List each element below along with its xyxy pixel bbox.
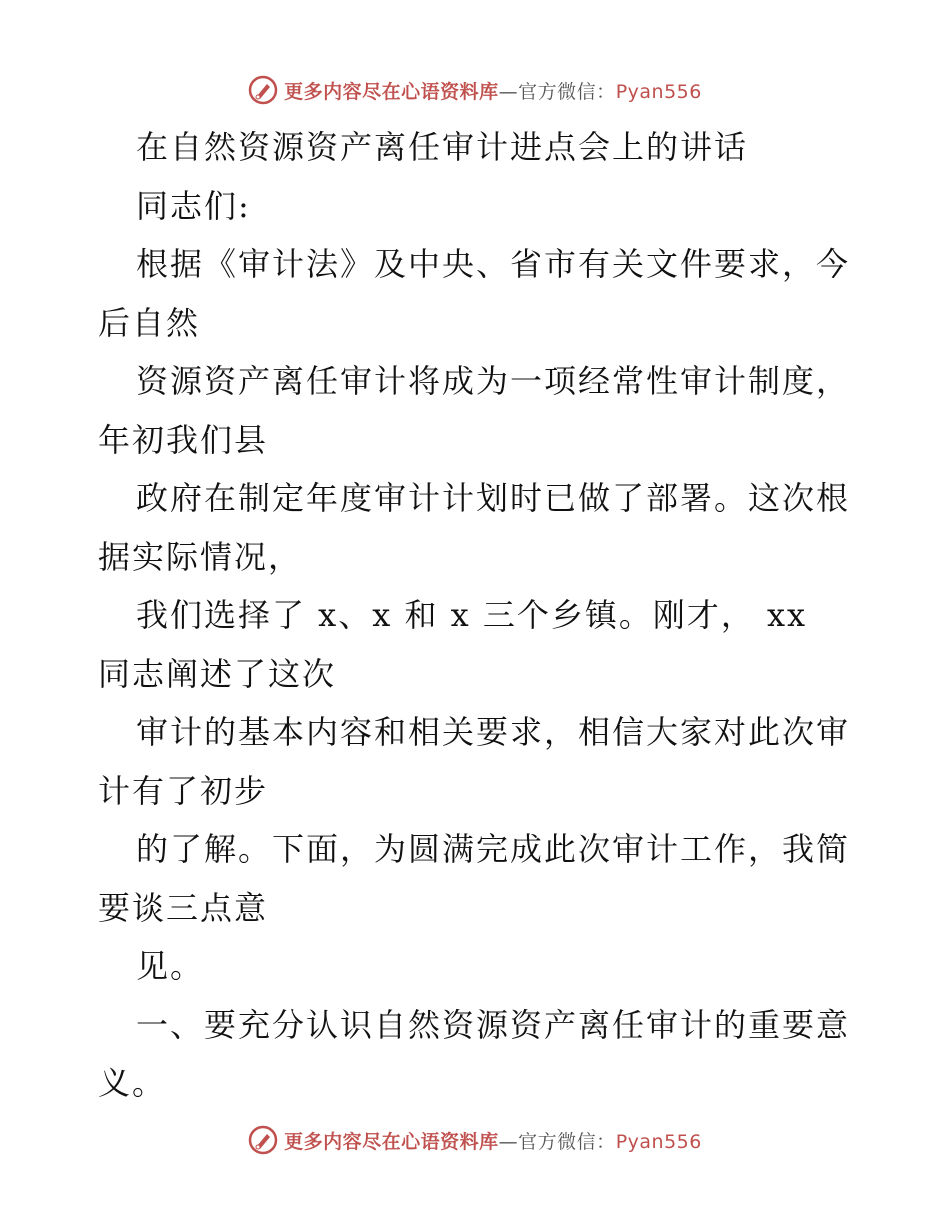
text-line: 计有了初步: [98, 771, 269, 810]
text-line: 资源资产离任审计将成为一项经常性审计制度，: [136, 362, 851, 400]
text-line: 政府在制定年度审计计划时已做了部署。这次根: [136, 479, 851, 517]
text-line: 要谈三点意: [98, 888, 269, 927]
watermark-id: Pyan556: [615, 80, 702, 103]
text-line: 同志阐述了这次: [98, 654, 337, 693]
pen-logo-icon: [248, 75, 278, 105]
watermark-sub: 官方微信：: [518, 1130, 616, 1153]
text-line: 年初我们县: [98, 420, 269, 459]
watermark-text: [284, 77, 702, 104]
text-line: 根据《审计法》及中央、省市有关文件要求，今: [136, 245, 851, 283]
text-line: 审计的基本内容和相关要求，相信大家对此次审: [136, 713, 851, 751]
text-line: 的了解。下面，为圆满完成此次审计工作，我简: [136, 830, 851, 868]
document-body: [98, 118, 858, 1113]
watermark-sub: 官方微信：: [518, 80, 616, 103]
pen-logo-icon: [248, 1125, 278, 1155]
watermark-dash: —: [498, 80, 519, 103]
text-line: 义。: [98, 1064, 167, 1102]
watermark-main: 更多内容尽在心语资料库: [284, 80, 499, 103]
watermark-text: [284, 1127, 702, 1154]
text-line: 见。: [136, 947, 205, 985]
text-line: 我们选择了 x、x 和 x 三个乡镇。刚才， xx: [136, 596, 808, 634]
watermark-main: 更多内容尽在心语资料库: [284, 1130, 499, 1153]
watermark-footer: [0, 1122, 950, 1158]
text-line: 同志们:: [136, 186, 251, 225]
watermark-dash: —: [498, 1130, 519, 1153]
text-line: 后自然: [98, 303, 201, 342]
text-line: 在自然资源资产离任审计进点会上的讲话: [136, 128, 749, 166]
text-line: 一、要充分认识自然资源资产离任审计的重要意: [136, 1005, 851, 1044]
text-line: 据实际情况，: [98, 537, 303, 576]
watermark-id: Pyan556: [615, 1130, 702, 1153]
watermark-header: [0, 72, 950, 108]
